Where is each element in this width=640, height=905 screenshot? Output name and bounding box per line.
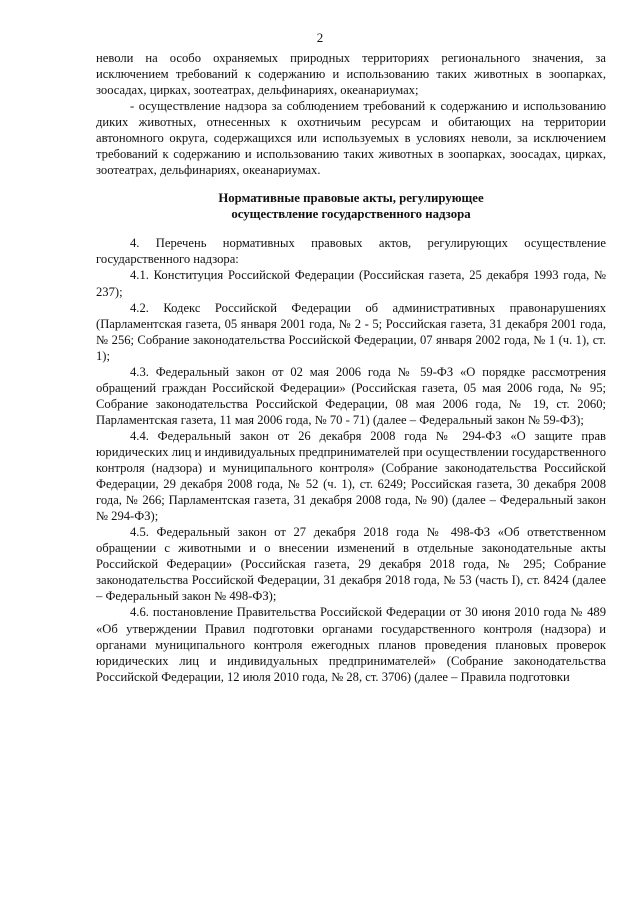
paragraph-4-4: 4.4. Федеральный закон от 26 декабря 2008 года № 294-ФЗ «О защите прав юридических лиц и индивидуальных предпринимателей при осуществлении государственного контроля (надзора) и муниципального контроля» (Собрание законодательства Российской Федерации, 29 декабря 2008 года, № 52 (ч. 1), ст. 6249; Российская газета, 30 декабря 2008 года, № 266; Парламентская газета, 31 декабря 2008 года, № 90) (далее – Федеральный закон № 294-ФЗ); (96, 428, 607, 524)
section-heading (96, 190, 606, 222)
page-number: 2 (316, 30, 324, 45)
section-heading-line-1: Нормативные правовые акты, регулирующее (218, 191, 484, 206)
paragraph-4-3: 4.3. Федеральный закон от 02 мая 2006 года № 59-ФЗ «О порядке рассмотрения обращений граждан Российской Федерации» (Российская газета, 05 мая 2006 года, № 95; Собрание законодательства Российской Федерации, 08 мая 2006 года, № 19, ст. 2060; Парламентская газета, 11 мая 2006 года, № 70 - 71) (далее – Федеральный закон № 59-ФЗ); (96, 364, 606, 427)
paragraph-supervision-item: - осуществление надзора за соблюдением требований к содержанию и использованию диких животных, отнесенных к охотничьим ресурсам и обитающих на территории автономного округа, содержащихся или используемых в условиях неволи, за исключением требований к содержанию и использованию таких животных в зоопарках, зоосадах, цирках, зоотеатрах, дельфинариях, океанариумах. (96, 99, 606, 178)
paragraph-continuation: неволи на особо охраняемых природных территориях регионального значения, за исключением требований к содержанию и использованию таких животных в зоопарках, зоосадах, цирках, зоотеатрах, дельфинариях, океанариумах; (96, 51, 606, 98)
paragraph-4-2: 4.2. Кодекс Российской Федерации об административных правонарушениях (Парламентская газета, 05 января 2001 года, № 2 - 5; Российская газета, 31 декабря 2001 года, № 256; Собрание законодательства Российской Федерации, 07 января 2002 года, № 1 (ч. 1), ст. 1); (96, 300, 606, 363)
paragraph-4-5: 4.5. Федеральный закон от 27 декабря 2018 года № 498-ФЗ «Об ответственном обращении с животными и о внесении изменений в отдельные законодательные акты Российской Федерации» (Российская газета, 29 декабря 2018 года, № 295; Собрание законодательства Российской Федерации, 31 декабря 2018 года, № 53 (часть I), ст. 8424 (далее – Федеральный закон № 498-ФЗ); (96, 525, 606, 604)
section-heading-line-2: осуществление государственного надзора (231, 207, 471, 222)
paragraph-4: 4. Перечень нормативных правовых актов, регулирующих осуществление государственного надзора: (96, 236, 606, 267)
paragraph-4-1: 4.1. Конституция Российской Федерации (Российская газета, 25 декабря 1993 года, № 237); (96, 268, 606, 299)
document-body (96, 50, 606, 685)
paragraph-4-6: 4.6. постановление Правительства Российской Федерации от 30 июня 2010 года № 489 «Об утверждении Правил подготовки органами государственного контроля (надзора) и органами муниципального контроля ежегодных планов проведения плановых проверок юридических лиц и индивидуальных предпринимателей» (Собрание законодательства Российской Федерации, 12 июля 2010 года, № 28, ст. 3706) (далее – Правила подготовки (96, 605, 606, 684)
